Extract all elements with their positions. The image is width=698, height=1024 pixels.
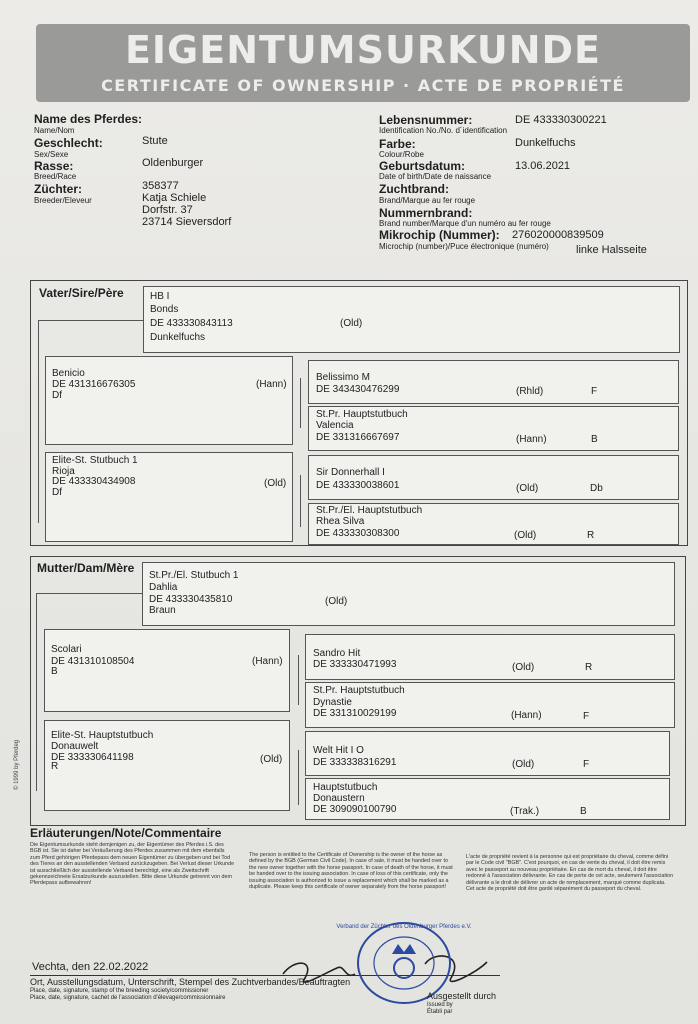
colour-label: Farbe: <box>379 137 416 151</box>
dam-line4: Braun <box>149 605 176 616</box>
breeder-name: Katja Schiele <box>142 192 207 204</box>
seal-text: Verband der Züchter des Oldenburger Pferdes e.V. <box>336 924 472 930</box>
sire-gs1-verband: (Hann) <box>256 379 287 390</box>
footer-line1: Ort, Ausstellungsdatum, Unterschrift, Stempel des Zuchtverbandes/Beauftragten <box>30 977 351 987</box>
footer-line2: Place, date, signature, stamp of the breeding society/commissioner <box>30 988 209 994</box>
issued-by-fr: Établi par <box>427 1009 453 1015</box>
sex-value: Stute <box>142 135 168 147</box>
dam-line2: Dahlia <box>149 582 178 593</box>
dam-ggs3-verband: (Old) <box>512 759 535 770</box>
copyright-note: © 1999 by Pferdeg <box>14 739 20 790</box>
microchip-label: Mikrochip (Nummer): <box>379 228 500 242</box>
dam-tree-top <box>36 593 142 594</box>
microchip-sub: Microchip (number)/Puce électronique (numéro) <box>379 242 549 251</box>
sire-gs2-verband: (Old) <box>264 478 287 489</box>
document-subtitle: CERTIFICATE OF OWNERSHIP · ACTE DE PROPRIÉTÉ <box>101 76 625 95</box>
dam-ggs2-color: F <box>583 711 590 722</box>
sire-line4: Dunkelfuchs <box>150 332 206 343</box>
sire-tree-top <box>38 320 143 321</box>
sire-ggs3-line2: DE 433330038601 <box>316 480 400 491</box>
breeder-sub: Breeder/Eleveur <box>34 196 92 205</box>
sire-gs1-line1: Benicio <box>52 368 85 379</box>
brand-number-sub: Brand number/Marque d'un numéro au fer rouge <box>379 219 551 228</box>
sire-ggs1-verband: (Rhld) <box>516 386 544 397</box>
dam-gs2-connector <box>298 750 299 805</box>
sire-ggs4-verband: (Old) <box>514 530 537 541</box>
colour-sub: Colour/Robe <box>379 150 424 159</box>
place-date: Vechta, den 22.02.2022 <box>32 961 149 973</box>
sire-ggs1-line1: Belissimo M <box>316 372 370 383</box>
sire-verband: (Old) <box>340 318 363 329</box>
colour-value: Dunkelfuchs <box>515 137 576 149</box>
dam-gs2-line4: R <box>51 761 59 772</box>
brand-label: Zuchtbrand: <box>379 182 449 196</box>
dam-verband: (Old) <box>325 596 348 607</box>
sire-gs2-connector <box>300 475 301 527</box>
horse-name-sub: Name/Nom <box>34 126 75 135</box>
dam-ggs4-line3: DE 309090100790 <box>313 804 397 815</box>
sex-sub: Sex/Sexe <box>34 150 69 159</box>
sire-gs2-line3: DE 433330434908 <box>52 476 136 487</box>
sire-section-title: Vater/Sire/Père <box>39 286 124 300</box>
dam-line1: St.Pr./El. Stutbuch 1 <box>149 570 239 581</box>
breed-value: Oldenburger <box>142 157 204 169</box>
dam-gs2-line3: DE 333330641198 <box>51 752 134 763</box>
microchip-value: 276020000839509 <box>512 229 604 241</box>
dam-ggs3-color: F <box>583 759 590 770</box>
breeder-label: Züchter: <box>34 182 82 196</box>
dam-ggs1-line2: DE 333330471993 <box>313 659 397 670</box>
birthdate-value: 13.06.2021 <box>515 160 571 172</box>
sire-ggs4-color: R <box>587 530 595 541</box>
dam-gs1-line2: DE 431310108504 <box>51 656 135 667</box>
dam-ggs1-cell <box>305 634 675 680</box>
dam-ggs2-verband: (Hann) <box>511 710 542 721</box>
dam-tree-line <box>36 593 37 791</box>
dam-ggs1-verband: (Old) <box>512 662 535 673</box>
notes-german: Die Eigentumsurkunde steht demjenigen zu, der Eigentümer des Pferdes i.S. des BGB ist. Sie ist daher bei Veräußerung des Pferdes zusammen mit dem ebenfalls zum Pferd gehörigen Pferdepass dem neuen Eigentümer zu übergeben und bei Tod des Tieres an den ausstellenden Verband zurückzugeben. Bei Verlust dieser Urkunde ist ausschließlich der ausstellende Verband berechtigt, eine als Zweitschrift gekennzeichnete Ersatzurkunde auszustellen. Bitte diese Urkunde getrennt von dem Pferdepass aufbewahren! <box>30 842 235 887</box>
dam-gs2-line1: Elite-St. Hauptstutbuch <box>51 730 154 741</box>
sire-ggs4-line3: DE 433330308300 <box>316 528 400 539</box>
breed-label: Rasse: <box>34 159 74 173</box>
sire-gs1-line3: Df <box>52 390 62 401</box>
dam-ggs3-line1: Welt Hit I O <box>313 745 364 756</box>
breed-sub: Breed/Race <box>34 172 77 181</box>
dam-ggs4-color: B <box>580 806 587 817</box>
notes-english: The person is entitled to the Certificate of Ownership is the owner of the horse as defined by the BGB (German Civil Code). In case of sale, it must be handed over to the new owner together with the horse passport. In case of death of the horse, it must be handed over to the issuing association. In case of loss of this certificate, only the issuing association is authorized to issue a replacement which shall be marked as a duplicate. Please keep this certificate of owner separately from the horse passport! <box>249 852 453 891</box>
sire-tree-line <box>38 320 39 523</box>
sire-ggs3-color: Db <box>590 483 603 494</box>
document-title: EIGENTUMSURKUNDE <box>124 28 602 72</box>
brand-sub: Brand/Marque au fer rouge <box>379 196 476 205</box>
dam-gs2-line2: Donauwelt <box>51 741 99 752</box>
footer-line3: Place, date, signature, cachet de l'association d'élevage/commissionnaire <box>30 995 226 1001</box>
dam-ggs1-color: R <box>585 662 593 673</box>
sire-line2: Bonds <box>150 304 179 315</box>
sire-gs2-line2: Rioja <box>52 466 75 477</box>
sire-ggs4-line1: St.Pr./El. Hauptstutbuch <box>316 505 423 516</box>
sire-gs1-line2: DE 431316676305 <box>52 379 136 390</box>
birthdate-label: Geburtsdatum: <box>379 159 466 173</box>
sire-gs2-line4: Df <box>52 487 62 498</box>
dam-ggs4-line1: Hauptstutbuch <box>313 782 378 793</box>
sire-ggs2-color: B <box>591 434 598 445</box>
dam-ggs4-verband: (Trak.) <box>510 806 540 817</box>
dam-ggs4-line2: Donaustern <box>313 793 365 804</box>
dam-gs1-connector <box>298 655 299 705</box>
brand-number-label: Nummernbrand: <box>379 206 473 220</box>
dam-line3: DE 433330435810 <box>149 594 233 605</box>
breeder-number: 358377 <box>142 180 179 192</box>
dam-ggs2-line1: St.Pr. Hauptstutbuch <box>313 685 405 696</box>
horse-name-label: Name des Pferdes: <box>34 112 143 126</box>
dam-ggs3-line2: DE 333338316291 <box>313 757 397 768</box>
sire-ggs3-verband: (Old) <box>516 483 539 494</box>
breeder-street: Dorfstr. 37 <box>142 204 193 216</box>
sire-ggs1-line2: DE 343430476299 <box>316 384 400 395</box>
sire-line1: HB I <box>150 291 170 302</box>
dam-gs1-line1: Scolari <box>51 644 82 655</box>
life-number-label: Lebensnummer: <box>379 113 473 127</box>
dam-gs1-verband: (Hann) <box>252 656 283 667</box>
breeder-city: 23714 Sieversdorf <box>142 216 232 228</box>
dam-ggs2-line3: DE 331310029199 <box>313 708 397 719</box>
issued-by-label: Ausgestellt durch <box>427 991 497 1001</box>
issued-by-en: Issued by <box>427 1002 453 1008</box>
sex-label: Geschlecht: <box>34 136 103 150</box>
sire-gs2-line1: Elite-St. Stutbuch 1 <box>52 455 138 466</box>
life-number-value: DE 433330300221 <box>515 114 607 126</box>
dam-gs1-line3: B <box>51 666 58 677</box>
sire-gs1-connector <box>300 378 301 428</box>
sire-ggs1-color: F <box>591 386 598 397</box>
notes-french: L'acte de propriété revient à la personne qui est propriétaire du cheval, comme défini par le Code civil "BGB". C'est pourquoi, en cas de vente du cheval, il doit être remis avec le passeport au nouveau propriétaire. En cas de mort du cheval, il doit être redonné à l'association délivrante. En cas de perte de cet acte, seulement l'association délivrante a le droit de délivrer un acte de remplacement, marqué comme duplicata. Cet acte de propriété doit être gardé séparément du passeport du cheval. <box>466 854 674 893</box>
sire-ggs3-line1: Sir Donnerhall I <box>316 467 385 478</box>
sire-ggs4-line2: Rhea Silva <box>316 516 365 527</box>
sire-ggs2-line3: DE 331316667697 <box>316 432 400 443</box>
dam-ggs1-line1: Sandro Hit <box>313 648 361 659</box>
microchip-location: linke Halsseite <box>576 244 647 256</box>
sire-ggs2-verband: (Hann) <box>516 434 547 445</box>
dam-section-title: Mutter/Dam/Mère <box>37 561 135 575</box>
sire-line3: DE 433330843113 <box>150 318 233 329</box>
notes-title: Erläuterungen/Note/Commentaire <box>30 826 222 840</box>
dam-ggs2-line2: Dynastie <box>313 697 352 708</box>
life-number-sub: Identification No./No. d´identification <box>379 126 508 135</box>
sire-ggs2-line2: Valencia <box>316 420 354 431</box>
dam-gs1-cell <box>44 629 290 712</box>
sire-ggs2-line1: St.Pr. Hauptstutbuch <box>316 409 408 420</box>
dam-gs2-verband: (Old) <box>260 754 283 765</box>
birthdate-sub: Date of birth/Date de naissance <box>379 172 492 181</box>
